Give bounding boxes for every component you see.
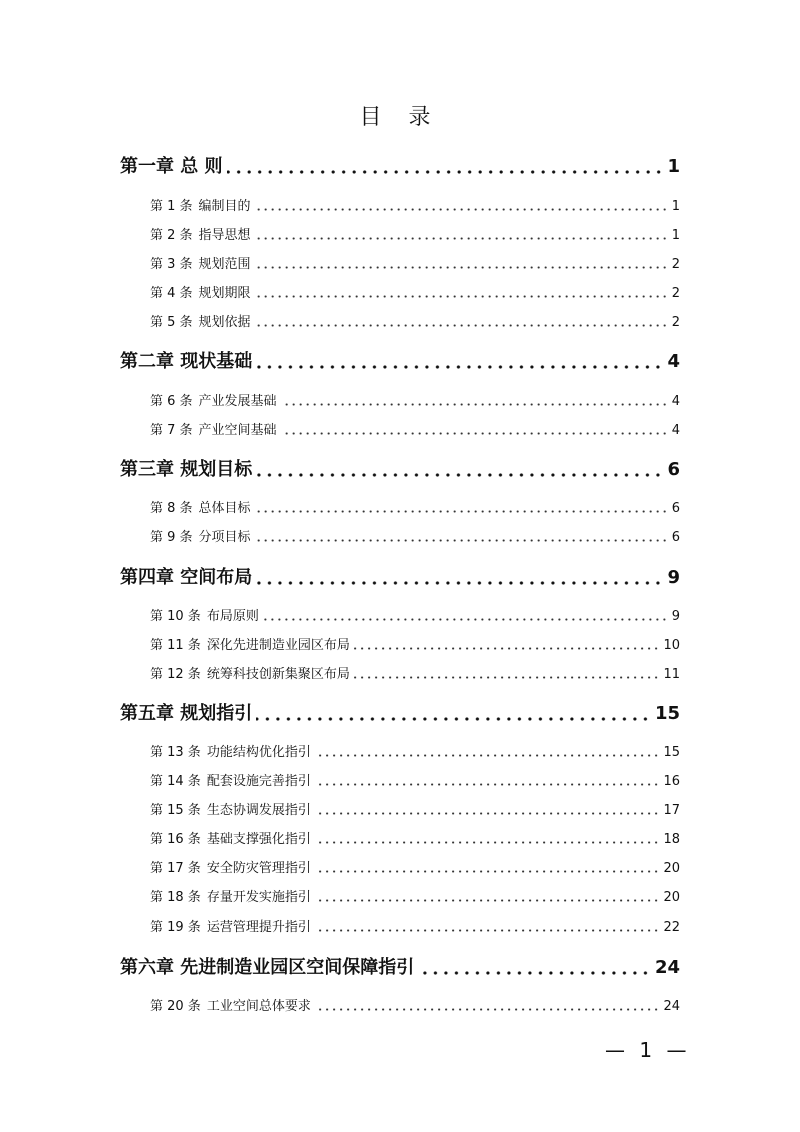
page-ref: 15 xyxy=(654,703,680,724)
entry-label: 指导思想 xyxy=(198,228,251,243)
entry-number: 第 10 条 xyxy=(150,609,201,624)
dot-leader xyxy=(255,324,668,327)
toc-chapter[interactable] xyxy=(120,701,680,727)
dot-leader xyxy=(315,812,660,815)
page-ref: 10 xyxy=(663,638,680,653)
chapter-label: 第四章 空间布局 xyxy=(120,567,253,588)
toc-entry[interactable] xyxy=(150,801,680,821)
entry-number: 第 18 条 xyxy=(150,890,201,905)
dot-leader xyxy=(256,365,663,369)
entry-number: 第 17 条 xyxy=(150,861,201,876)
toc-entry[interactable] xyxy=(150,997,680,1017)
entry-number: 第 11 条 xyxy=(150,638,201,653)
entry-label: 深化先进制造业园区布局 xyxy=(206,638,350,653)
dot-leader xyxy=(281,403,668,406)
toc-entry[interactable] xyxy=(150,499,680,519)
dot-leader xyxy=(315,841,660,844)
page-ref: 18 xyxy=(663,832,680,847)
entry-label: 存量开发实施指引 xyxy=(206,890,311,905)
page-ref: 6 xyxy=(671,530,680,545)
entry-number: 第 13 条 xyxy=(150,745,201,760)
dot-leader xyxy=(281,432,668,435)
toc-entry[interactable] xyxy=(150,918,680,938)
entry-label: 基础支撑强化指引 xyxy=(206,832,311,847)
toc-chapter[interactable] xyxy=(120,154,680,180)
page-ref: 4 xyxy=(671,423,680,438)
entry-number: 第 3 条 xyxy=(150,257,193,272)
entry-number: 第 16 条 xyxy=(150,832,201,847)
entry-label: 产业空间基础 xyxy=(198,423,277,438)
page-ref: 6 xyxy=(671,501,680,516)
dot-leader xyxy=(256,473,663,477)
entry-number: 第 12 条 xyxy=(150,667,201,682)
dot-leader xyxy=(263,618,668,621)
toc-entry[interactable] xyxy=(150,528,680,548)
chapter-label: 第五章 规划指引 xyxy=(120,703,253,724)
page-ref: 16 xyxy=(663,774,680,789)
page-ref: 20 xyxy=(663,890,680,905)
entry-number: 第 4 条 xyxy=(150,286,193,301)
entry-number: 第 8 条 xyxy=(150,501,193,516)
entry-label: 生态协调发展指引 xyxy=(206,803,311,818)
dot-leader xyxy=(256,581,663,585)
page-ref: 22 xyxy=(663,920,680,935)
dot-leader xyxy=(227,170,664,174)
dot-leader xyxy=(418,971,651,975)
page-ref: 9 xyxy=(667,567,680,588)
page-ref: 1 xyxy=(667,156,680,177)
entry-number: 第 1 条 xyxy=(150,199,193,214)
dot-leader xyxy=(255,237,668,240)
entry-number: 第 2 条 xyxy=(150,228,193,243)
entry-label: 安全防灾管理指引 xyxy=(206,861,311,876)
toc-chapter[interactable] xyxy=(120,565,680,591)
entry-label: 编制目的 xyxy=(198,199,251,214)
entry-label: 统筹科技创新集聚区布局 xyxy=(206,667,350,682)
toc-entry[interactable] xyxy=(150,743,680,763)
dot-leader xyxy=(256,717,651,721)
dot-leader xyxy=(315,899,660,902)
dot-leader xyxy=(315,870,660,873)
toc-entry[interactable] xyxy=(150,859,680,879)
dot-leader xyxy=(315,754,660,757)
dot-leader xyxy=(255,266,668,269)
chapter-label: 第二章 现状基础 xyxy=(120,351,253,372)
toc-chapter[interactable] xyxy=(120,457,680,483)
toc-entry[interactable] xyxy=(150,284,680,304)
toc-entry[interactable] xyxy=(150,665,680,685)
chapter-label: 第三章 规划目标 xyxy=(120,459,253,480)
toc-entry[interactable] xyxy=(150,313,680,333)
entry-label: 配套设施完善指引 xyxy=(206,774,311,789)
chapter-label: 第六章 先进制造业园区空间保障指引 xyxy=(120,957,415,978)
page-ref: 17 xyxy=(663,803,680,818)
page-ref: 1 xyxy=(671,199,680,214)
dot-leader xyxy=(354,647,660,650)
page-ref: 24 xyxy=(663,999,680,1014)
toc-entry[interactable] xyxy=(150,226,680,246)
toc-entry[interactable] xyxy=(150,255,680,275)
entry-label: 规划范围 xyxy=(198,257,251,272)
dot-leader xyxy=(315,1008,660,1011)
entry-label: 总体目标 xyxy=(198,501,251,516)
entry-number: 第 6 条 xyxy=(150,394,193,409)
entry-label: 工业空间总体要求 xyxy=(206,999,311,1014)
toc-entry[interactable] xyxy=(150,607,680,627)
toc-entry[interactable] xyxy=(150,888,680,908)
page-ref: 4 xyxy=(667,351,680,372)
chapter-label: 第一章 总 则 xyxy=(120,156,223,177)
toc-entry[interactable] xyxy=(150,830,680,850)
page-ref: 20 xyxy=(663,861,680,876)
entry-label: 运营管理提升指引 xyxy=(206,920,311,935)
toc-chapter[interactable] xyxy=(120,349,680,375)
entry-label: 分项目标 xyxy=(198,530,251,545)
entry-number: 第 20 条 xyxy=(150,999,201,1014)
page-ref: 1 xyxy=(671,228,680,243)
entry-number: 第 7 条 xyxy=(150,423,193,438)
entry-label: 规划期限 xyxy=(198,286,251,301)
page-ref: 11 xyxy=(663,667,680,682)
entry-label: 布局原则 xyxy=(206,609,259,624)
entry-label: 功能结构优化指引 xyxy=(206,745,311,760)
page-ref: 2 xyxy=(671,286,680,301)
toc-chapter[interactable] xyxy=(120,955,680,981)
toc-entry[interactable] xyxy=(150,772,680,792)
entry-number: 第 15 条 xyxy=(150,803,201,818)
entry-label: 规划依据 xyxy=(198,315,251,330)
page-ref: 2 xyxy=(671,257,680,272)
page-ref: 9 xyxy=(671,609,680,624)
dot-leader xyxy=(255,295,668,298)
page-ref: 6 xyxy=(667,459,680,480)
toc-title: 目 录 xyxy=(359,105,441,130)
entry-number: 第 9 条 xyxy=(150,530,193,545)
page-ref: 24 xyxy=(654,957,680,978)
page-ref: 2 xyxy=(671,315,680,330)
dot-leader xyxy=(315,783,660,786)
entry-number: 第 14 条 xyxy=(150,774,201,789)
entry-number: 第 19 条 xyxy=(150,920,201,935)
dot-leader xyxy=(255,208,668,211)
toc-entry[interactable] xyxy=(150,421,680,441)
page-number: — 1 — xyxy=(605,1038,691,1062)
entry-number: 第 5 条 xyxy=(150,315,193,330)
entry-label: 产业发展基础 xyxy=(198,394,277,409)
dot-leader xyxy=(255,510,668,513)
page-ref: 4 xyxy=(671,394,680,409)
dot-leader xyxy=(354,676,660,679)
toc-entry[interactable] xyxy=(150,392,680,412)
page-ref: 15 xyxy=(663,745,680,760)
toc-entry[interactable] xyxy=(150,197,680,217)
toc-entry[interactable] xyxy=(150,636,680,656)
dot-leader xyxy=(315,929,660,932)
dot-leader xyxy=(255,539,668,542)
